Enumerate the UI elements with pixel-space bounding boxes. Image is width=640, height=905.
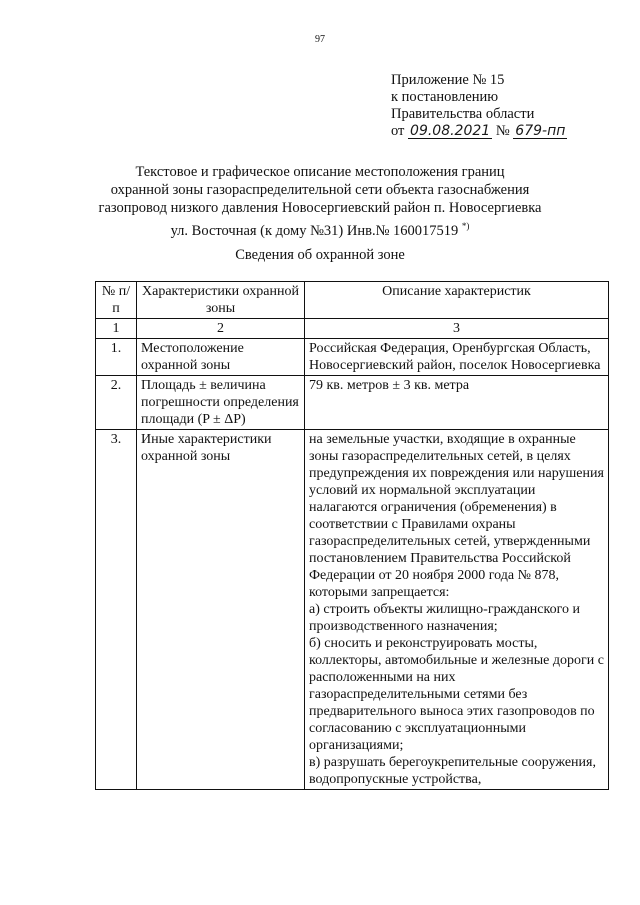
appendix-date-row (391, 123, 567, 140)
table-column-numbers-row (96, 319, 609, 339)
row-number: 2. (96, 376, 137, 430)
row-description: 79 кв. метров ± 3 кв. метра (305, 376, 609, 430)
description-item-a: а) строить объекты жилищно-гражданского и производственного назначения; (309, 602, 580, 634)
header-characteristic: Характеристики охранной зоны (137, 282, 305, 319)
row-characteristic: Иные характеристики охранной зоны (137, 430, 305, 790)
appendix-block (391, 72, 567, 140)
description-item-c: в) разрушать берегоукрепительные сооружения, водопропускные устройства, (309, 755, 596, 787)
handwritten-date: 09.08.2021 (410, 123, 491, 139)
page-number: 97 (315, 34, 325, 45)
from-label: от (391, 123, 405, 139)
description-item-b: б) сносить и реконструировать мосты, коллекторы, автомобильные и железные дороги с расположенными на них газораспределительными сетями без предварительного выноса этих газопроводов по согласованию с эксплуатационными организациями; (309, 636, 604, 753)
title-line-4-text: ул. Восточная (к дому №31) Инв.№ 160017519 (170, 222, 459, 239)
section-subtitle: Сведения об охранной зоне (235, 247, 405, 263)
number-label: № (495, 123, 510, 139)
header-number: № п/п (96, 282, 137, 319)
description-paragraph: на земельные участки, входящие в охранные зоны газораспределительных сетей, в целях предупреждения их повреждения или нарушения условий их нормальной эксплуатации налагаются ограничения (обременения) в соответствии с Правилами охраны газораспределительных сетей, утвержденными постановлением Правительства Российской Федерации от 20 ноября 2000 года № 878, которыми запрещается: (309, 432, 604, 600)
document-title (0, 163, 640, 240)
title-line-1: Текстовое и графическое описание местоположения границ (135, 164, 505, 180)
column-number-1: 1 (96, 319, 137, 339)
table-row (96, 376, 609, 430)
appendix-line-3: Правительства области (391, 106, 535, 122)
title-line-2: охранной зоны газораспределительной сети объекта газоснабжения (110, 182, 530, 198)
row-characteristic: Площадь ± величина погрешности определения площади (P ± ΔP) (137, 376, 305, 430)
row-number: 3. (96, 430, 137, 790)
appendix-line-1: Приложение № 15 (391, 72, 505, 88)
table-header-row (96, 282, 609, 319)
column-number-3: 3 (305, 319, 609, 339)
column-number-2: 2 (137, 319, 305, 339)
title-line-3: газопровод низкого давления Новосергиевский район п. Новосергиевка (98, 200, 542, 216)
table-row (96, 430, 609, 790)
footnote-mark: *) (461, 221, 470, 231)
row-number: 1. (96, 339, 137, 376)
table-row (96, 339, 609, 376)
zone-info-table (95, 281, 609, 790)
row-description (305, 430, 609, 790)
row-characteristic: Местоположение охранной зоны (137, 339, 305, 376)
handwritten-number: 679-пп (515, 123, 566, 139)
header-description: Описание характеристик (305, 282, 609, 319)
appendix-line-2: к постановлению (391, 89, 499, 105)
title-line-4 (0, 217, 640, 240)
row-description: Российская Федерация, Оренбургская Область, Новосергиевский район, поселок Новосергиевка (305, 339, 609, 376)
